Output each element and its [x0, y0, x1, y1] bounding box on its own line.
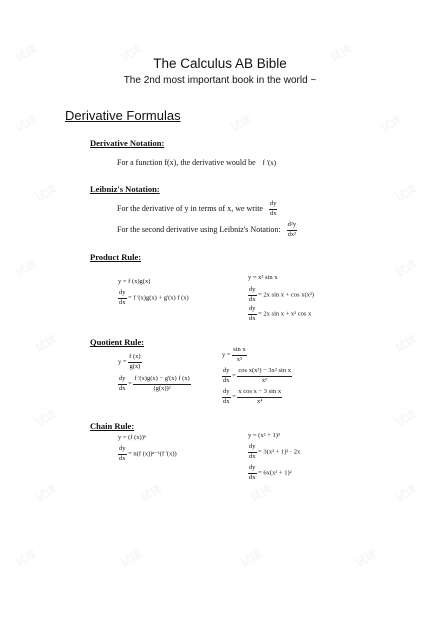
- fraction-denominator: x³: [236, 355, 242, 363]
- expression-rhs: = 6x(x² + 1)²: [258, 469, 292, 477]
- watermark-text: 试读: [33, 482, 60, 505]
- fraction-denominator: (g(x))²: [153, 384, 171, 392]
- watermark-text: 试读: [238, 547, 265, 570]
- leibniz-line-2: [117, 222, 297, 238]
- fraction-denominator: g(x): [129, 362, 141, 370]
- watermark-text: 试读: [33, 407, 60, 430]
- equals-sign: =: [232, 372, 236, 380]
- fraction-denominator: dx: [223, 376, 230, 384]
- watermark-text: 试读: [393, 182, 420, 205]
- equals-sign: =: [232, 393, 236, 401]
- watermark-text: 试读: [118, 42, 145, 65]
- fraction-numerator: cos x(x³) − 3x² sin x: [237, 368, 292, 377]
- derivative-notation-expr: f '(x): [262, 159, 277, 167]
- fraction-denominator: dx: [119, 454, 126, 462]
- watermark-text: 试读: [393, 332, 420, 355]
- product-rule-general: y = f (x)g(x): [118, 278, 151, 285]
- chain-example-function: y = (x² + 1)³: [248, 432, 280, 439]
- product-example-step-2: [248, 306, 311, 322]
- watermark-text: 试读: [328, 42, 355, 65]
- watermark-text: 试读: [33, 332, 60, 355]
- fraction-numerator: dy: [222, 389, 231, 398]
- expression-lhs: y =: [118, 358, 127, 366]
- fraction-numerator: dy: [248, 287, 257, 296]
- dy-dx-fraction: [118, 446, 127, 462]
- watermark-text: 试读: [393, 407, 420, 430]
- derivative-notation-text: For a function f(x), the derivative would be: [117, 158, 256, 167]
- fraction-denominator: dx: [249, 295, 256, 303]
- dy-dx-fraction: [248, 287, 257, 303]
- fraction-numerator: f (x): [128, 354, 141, 363]
- leibniz-line-2-text: For the second derivative using Leibniz's Notation:: [117, 224, 281, 234]
- fraction-numerator: dy: [248, 444, 257, 453]
- fraction-denominator: dx: [269, 209, 277, 217]
- derivative-notation-heading: Derivative Notation:: [90, 138, 165, 148]
- product-rule-derivative: [118, 290, 189, 306]
- section-title: Derivative Formulas: [65, 108, 181, 123]
- expression-rhs: = 3(x² + 1)² · 2x: [258, 448, 301, 456]
- expression-rhs: = f '(x)g(x) + g'(x) f (x): [128, 294, 189, 302]
- dy-dx-fraction: [118, 290, 127, 306]
- watermark-text: 试读: [13, 112, 40, 135]
- dy-dx-fraction: [248, 444, 257, 460]
- fraction-numerator: dy: [222, 368, 231, 377]
- page-title: The Calculus AB Bible: [153, 56, 287, 71]
- chain-example-step-1: [248, 444, 300, 460]
- dy-dx-fraction: [269, 201, 278, 217]
- quotient-rule-general: [118, 354, 142, 370]
- quotient-example-step-1: [222, 368, 292, 384]
- quotient-example-step-2: [222, 389, 282, 405]
- leibniz-line-1-text: For the derivative of y in terms of x, we write: [117, 203, 263, 213]
- fraction-denominator: dx: [249, 473, 256, 481]
- watermark-text: 试读: [13, 42, 40, 65]
- chain-example-step-2: [248, 465, 292, 481]
- watermark-text: 试读: [378, 112, 405, 135]
- dy-dx-fraction: [118, 376, 127, 392]
- quotient-fraction: [232, 347, 246, 363]
- product-example-function: y = x² sin x: [248, 274, 278, 281]
- fraction-denominator: dx²: [287, 230, 297, 238]
- quotient-example-fraction: [237, 368, 292, 384]
- watermark-text: 试读: [393, 482, 420, 505]
- derivative-notation-line: [117, 158, 276, 167]
- dy-dx-fraction: [222, 389, 231, 405]
- fraction-numerator: dy: [248, 465, 257, 474]
- watermark-text: 试读: [138, 482, 165, 505]
- expression-rhs: = n(f (x))ⁿ⁻¹(f '(x)): [128, 450, 177, 458]
- expression-lhs: y =: [222, 351, 231, 359]
- fraction-numerator: dy: [118, 446, 127, 455]
- watermark-text: 试读: [393, 257, 420, 280]
- dy-dx-fraction: [222, 368, 231, 384]
- watermark-text: 试读: [248, 482, 275, 505]
- watermark-text: 试读: [118, 547, 145, 570]
- watermark-text: 试读: [228, 112, 255, 135]
- dy-dx-fraction: [248, 306, 257, 322]
- second-derivative-fraction: [287, 222, 297, 238]
- fraction-numerator: dy: [118, 290, 127, 299]
- fraction-numerator: sin x: [232, 347, 246, 356]
- quotient-example-fraction: [237, 389, 282, 405]
- quotient-fraction: [128, 354, 141, 370]
- fraction-denominator: dx: [119, 298, 126, 306]
- chain-rule-heading: Chain Rule:: [90, 421, 135, 431]
- fraction-numerator: dy: [248, 306, 257, 315]
- quotient-rule-heading: Quotient Rule:: [90, 337, 145, 347]
- dy-dx-fraction: [248, 465, 257, 481]
- fraction-denominator: dx: [223, 397, 230, 405]
- product-example-step-1: [248, 287, 314, 303]
- fraction-denominator: dx: [249, 314, 256, 322]
- quotient-example-function: [222, 347, 247, 363]
- fraction-denominator: dx: [249, 452, 256, 460]
- quotient-formula-fraction: [133, 376, 190, 392]
- expression-rhs: = 2x sin x + x² cos x: [258, 310, 312, 318]
- watermark-text: 试读: [33, 182, 60, 205]
- product-rule-heading: Product Rule:: [90, 252, 142, 262]
- page-subtitle: The 2nd most important book in the world ~: [123, 75, 317, 86]
- fraction-numerator: d²y: [287, 222, 297, 231]
- fraction-denominator: x⁴: [256, 397, 263, 405]
- fraction-denominator: dx: [119, 384, 126, 392]
- equals-sign: =: [128, 380, 132, 388]
- fraction-numerator: dy: [269, 201, 278, 210]
- expression-rhs: = 2x sin x + cos x(x²): [258, 291, 314, 299]
- fraction-numerator: dy: [118, 376, 127, 385]
- leibniz-line-1: [117, 201, 277, 217]
- watermark-text: 试读: [13, 547, 40, 570]
- watermark-text: 试读: [353, 547, 380, 570]
- fraction-denominator: x⁶: [261, 376, 268, 384]
- fraction-numerator: x cos x − 3 sin x: [237, 389, 282, 398]
- chain-rule-general: y = (f (x))ⁿ: [118, 434, 146, 441]
- chain-rule-derivative: [118, 446, 177, 462]
- leibniz-heading: Leibniz's Notation:: [90, 184, 160, 194]
- fraction-numerator: f '(x)g(x) − g'(x) f (x): [133, 376, 190, 385]
- quotient-rule-derivative: [118, 376, 191, 392]
- watermark-text: 试读: [13, 257, 40, 280]
